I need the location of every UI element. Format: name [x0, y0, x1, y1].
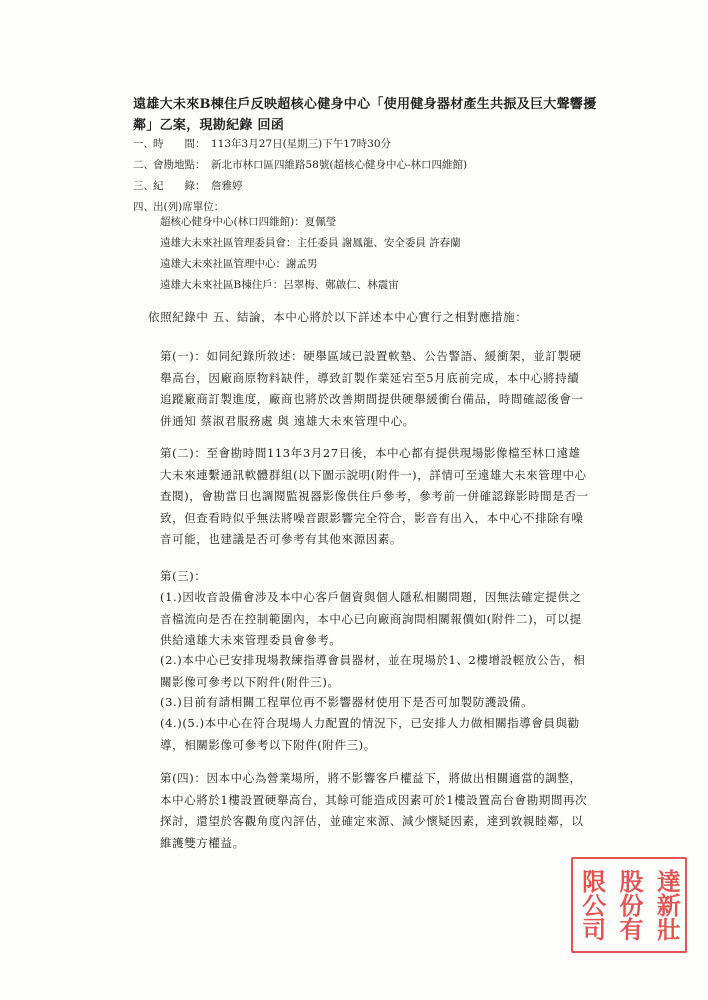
- intro-paragraph: 依照紀錄中 五、結論，本中心將於以下詳述本中心實行之相對應措施：: [148, 310, 528, 324]
- meta-value: 新北市林口區四維路58號(超核心健身中心-林口四維館): [211, 159, 468, 171]
- meta-label: 紀 錄：: [153, 180, 206, 192]
- meta-location: [133, 157, 467, 173]
- document-title: 遠雄大未來B棟住戶反映超核心健身中心「使用健身器材產生共振及巨大聲響擾鄰」乙案，現勘紀錄 回函: [133, 97, 597, 133]
- section-3-item: (3.)目前有請相關工程單位再不影響器材使用下是否可加製防護設備。: [160, 695, 534, 709]
- meta-number: 一、: [133, 138, 154, 150]
- meta-number: 三、: [133, 180, 154, 192]
- meta-label: 出(列)席單位：: [153, 201, 225, 213]
- attendee-line: 遠雄大未來社區B棟住戶：呂翠梅、鄭啟仁、林震宙: [160, 279, 399, 291]
- seal-column: 限公司: [577, 869, 606, 941]
- meta-value: 113年3月27日(星期三)下午17時30分: [211, 138, 391, 150]
- section-4: 第(四)：因本中心為營業場所，將不影響客戶權益下，將做出相關適當的調整，本中心將於1樓設置硬舉高台，其餘可能造成因素可於1樓設置高台會勘期間再次探討，還望於客觀角度內評估，並確定來源、減少懷疑因素，達到敦親睦鄰，以維護雙方權益。: [160, 771, 588, 850]
- section-3-heading: 第(三)：: [160, 569, 207, 583]
- meta-number: 二、: [133, 159, 154, 171]
- meta-attendees: [133, 199, 224, 215]
- section-2: 第(二)：至會勘時間113年3月27日後，本中心都有提供現場影像檔至林口遠雄大未來連繫通訊軟體群組(以下圖示說明(附件一)，詳情可至遠雄大未來管理中心查閱)，會勘當日也調閱監視器影像供住戶參考，參考前一併確認錄影時間是否一致，但查看時似乎無法將噪音跟影響完全符合，影音有出入，本中心不排除有噪音可能，也建議是否可參考有其他來源因素。: [160, 446, 589, 546]
- seal-column: 股份有: [614, 869, 643, 941]
- attendee-line: 遠雄大未來社區管理委員會：主任委員 謝鳳龍、安全委員 許春蘭: [160, 237, 461, 249]
- attendee-line: 遠雄大未來社區管理中心：謝孟男: [160, 258, 318, 270]
- meta-label: 會勘地點：: [153, 159, 206, 171]
- meta-value: 詹雅婷: [211, 180, 243, 192]
- seal-column: 達新壯: [652, 869, 681, 941]
- section-3-item: (4.)(5.)本中心在符合現場人力配置的情況下，已安排人力做相關指導會員與勸導，相關影像可參考以下附件(附件三)。: [160, 716, 580, 752]
- section-3-item: (1.)因收音設備會涉及本中心客戶個資與個人隱私相關問題，因無法確定提供之音檔流向是否在控制範圍內，本中心已向廠商詢問相關報價如(附件二)，可以提供給遠雄大未來管理委員會參考。: [160, 590, 582, 647]
- meta-time: [133, 136, 391, 152]
- meta-recorder: [133, 178, 243, 194]
- attendee-line: 超核心健身中心(林口四維館)：夏佩瑩: [160, 216, 337, 228]
- meta-label: 時 間：: [153, 138, 206, 150]
- section-1: 第(一)：如同紀錄所敘述：硬舉區域已設置軟墊、公告警語、緩衝架，並訂製硬舉高台，因廠商原物料缺件，導致訂製作業延宕至5月底前完成，本中心將持續追蹤廠商訂製進度，廠商也將於改善期間提供硬舉緩衝台備品，時間確認後會一併通知 蔡淑君服務處 與 遠雄大未來管理中心。: [160, 349, 584, 428]
- section-3-item: (2.)本中心已安排現場教練指導會員器材，並在現場於1、2樓增設輕放公告，相關影像可參考以下附件(附件三)。: [160, 653, 586, 689]
- company-seal: [571, 857, 687, 953]
- meta-number: 四、: [133, 201, 154, 213]
